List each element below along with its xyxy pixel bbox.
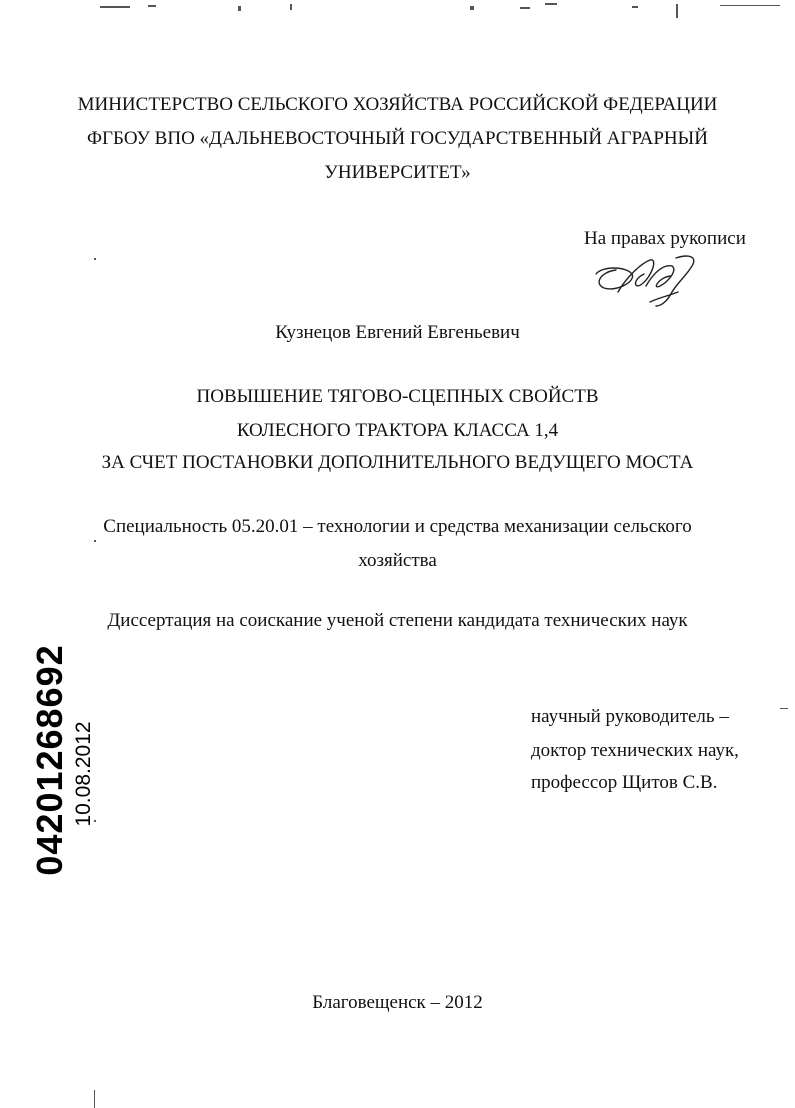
manuscript-note: На правах рукописи bbox=[584, 228, 746, 249]
signature-icon bbox=[592, 252, 704, 310]
registration-date-stamp: 10.08.2012 bbox=[72, 721, 95, 827]
university-heading-line1: ФГБОУ ВПО «ДАЛЬНЕВОСТОЧНЫЙ ГОСУДАРСТВЕННЫЙ АГРАРНЫЙ bbox=[87, 128, 708, 149]
registration-number-stamp: 04201268692 bbox=[29, 644, 70, 876]
university-heading-line2: УНИВЕРСИТЕТ» bbox=[324, 162, 471, 183]
title-line1: ПОВЫШЕНИЕ ТЯГОВО-СЦЕПНЫХ СВОЙСТВ bbox=[196, 386, 599, 407]
advisor-role: научный руководитель – bbox=[531, 706, 729, 727]
city-year-footer: Благовещенск – 2012 bbox=[312, 992, 483, 1013]
title-line2: КОЛЕСНОГО ТРАКТОРА КЛАССА 1,4 bbox=[236, 420, 559, 441]
author-name: Кузнецов Евгений Евгеньевич bbox=[275, 322, 520, 343]
advisor-name: профессор Щитов С.В. bbox=[531, 772, 718, 793]
specialty-line1: Специальность 05.20.01 – технологии и средства механизации сельского bbox=[103, 516, 692, 537]
specialty-line2: хозяйства bbox=[358, 550, 437, 571]
ministry-heading: МИНИСТЕРСТВО СЕЛЬСКОГО ХОЗЯЙСТВА РОССИЙСКОЙ ФЕДЕРАЦИИ bbox=[77, 94, 718, 115]
dissertation-statement: Диссертация на соискание ученой степени кандидата технических наук bbox=[107, 610, 688, 631]
advisor-degree: доктор технических наук, bbox=[531, 740, 739, 761]
title-line3: ЗА СЧЕТ ПОСТАНОВКИ ДОПОЛНИТЕЛЬНОГО ВЕДУЩЕГО МОСТА bbox=[101, 452, 694, 473]
